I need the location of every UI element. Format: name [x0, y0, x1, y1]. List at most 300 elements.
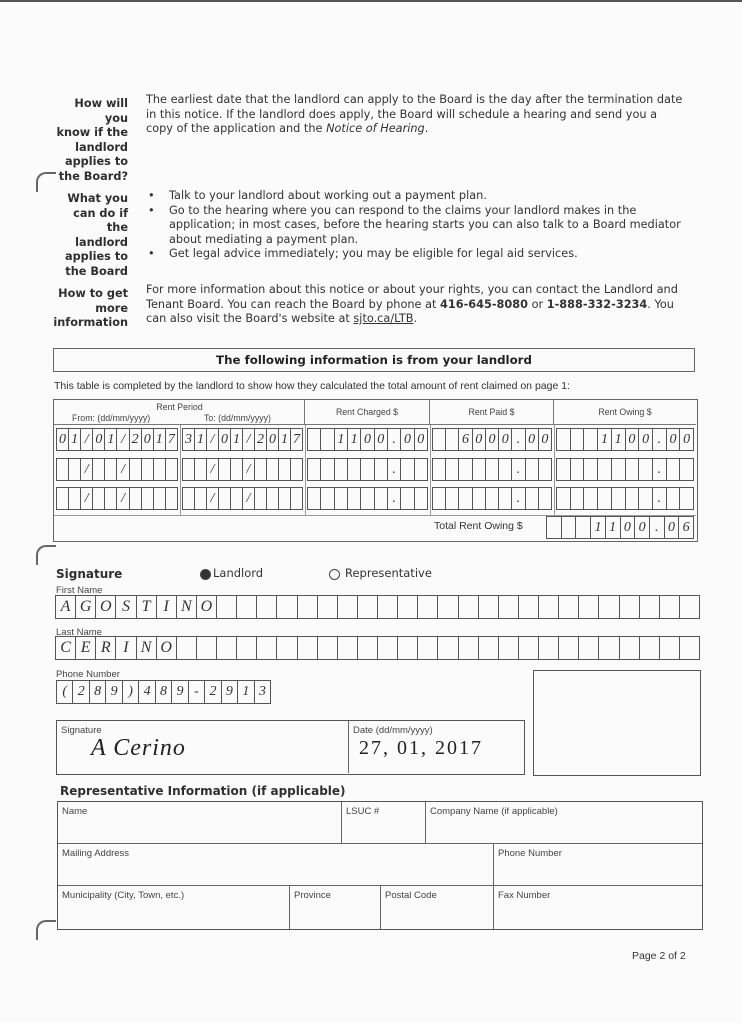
char-box — [418, 637, 438, 659]
char-box — [255, 459, 267, 480]
char-box — [105, 459, 117, 480]
first-name-field[interactable] — [55, 595, 700, 619]
char-box: 3 — [183, 429, 195, 450]
phone-number-field[interactable] — [56, 680, 271, 704]
bullet-item: • Go to the hearing where you can respond to the claims your landlord makes in the application; in most cases, before the hearing starts you can also talk to a Board mediator about mediating a payment plan. — [146, 204, 686, 248]
char-box — [177, 637, 197, 659]
char-box — [69, 459, 81, 480]
char-box — [584, 459, 598, 480]
char-box: . — [388, 459, 401, 480]
char-box — [680, 637, 699, 659]
char-box — [217, 596, 237, 618]
rent-from-date-field[interactable] — [56, 458, 178, 481]
char-box — [231, 459, 243, 480]
char-box — [219, 488, 231, 509]
char-box — [433, 488, 446, 509]
char-box — [579, 596, 599, 618]
rent-owing-field[interactable] — [556, 487, 694, 510]
blank-stamp-box — [533, 670, 701, 776]
char-box: 1 — [154, 429, 166, 450]
char-box: 1 — [606, 517, 621, 538]
char-box — [219, 459, 231, 480]
char-box — [415, 488, 427, 509]
char-box: 1 — [105, 429, 117, 450]
section-text-what-you-can-do — [146, 189, 686, 262]
char-box: 2 — [255, 429, 267, 450]
char-box — [154, 488, 166, 509]
phone-number-label: Phone Number — [56, 669, 120, 680]
section-label-how-to-get-info: How to get more information — [53, 287, 128, 329]
char-box — [459, 596, 479, 618]
char-box — [142, 459, 154, 480]
rent-to-date-field[interactable] — [182, 487, 303, 510]
char-box — [231, 488, 243, 509]
char-box — [298, 637, 318, 659]
char-box — [579, 637, 599, 659]
char-box: . — [512, 459, 525, 480]
char-box — [562, 517, 577, 538]
char-box — [57, 459, 69, 480]
char-box — [142, 488, 154, 509]
char-box — [571, 459, 585, 480]
last-name-field[interactable] — [55, 636, 700, 660]
column-divider — [430, 425, 431, 515]
rent-paid-field[interactable] — [432, 458, 552, 481]
char-box — [195, 488, 207, 509]
char-box — [291, 459, 302, 480]
landlord-info-banner: The following information is from your landlord — [53, 348, 695, 372]
char-box — [660, 637, 680, 659]
char-box — [130, 459, 142, 480]
char-box — [473, 459, 486, 480]
char-box — [599, 596, 619, 618]
char-box — [398, 596, 418, 618]
char-box: G — [76, 596, 96, 618]
char-box: 8 — [90, 681, 106, 703]
char-box: 1 — [612, 429, 626, 450]
char-box — [183, 459, 195, 480]
rent-calculation-table — [53, 399, 698, 542]
char-box — [640, 637, 660, 659]
char-box: I — [116, 637, 136, 659]
char-box — [539, 459, 551, 480]
char-box — [358, 596, 378, 618]
char-box — [486, 459, 499, 480]
char-box: 7 — [167, 432, 175, 447]
char-box — [105, 488, 117, 509]
char-box — [557, 459, 571, 480]
char-box — [667, 459, 681, 480]
char-box: - — [189, 681, 205, 703]
char-box: 0 — [621, 517, 636, 538]
char-box — [499, 637, 519, 659]
char-box — [612, 459, 626, 480]
char-box: 0 — [473, 429, 486, 450]
char-box — [680, 596, 699, 618]
char-box — [433, 429, 446, 450]
char-box: 0 — [375, 429, 388, 450]
char-box — [348, 459, 361, 480]
char-box: 0 — [219, 429, 231, 450]
char-box — [459, 637, 479, 659]
char-box — [446, 488, 459, 509]
char-box: I — [157, 596, 177, 618]
char-box: 0 — [499, 429, 512, 450]
signature-section-title: Signature — [56, 567, 123, 581]
char-box: . — [653, 429, 667, 450]
char-box — [183, 488, 195, 509]
char-box: 0 — [267, 429, 279, 450]
char-box — [318, 637, 338, 659]
rep-lsuc-field[interactable]: LSUC # — [342, 802, 426, 844]
rent-charged-field[interactable] — [307, 487, 428, 510]
rent-charged-header: Rent Charged $ — [305, 400, 430, 425]
char-box: 0 — [526, 429, 539, 450]
char-box: / — [117, 429, 129, 450]
rent-charged-field[interactable] — [307, 428, 428, 451]
char-box — [486, 488, 499, 509]
char-box — [255, 488, 267, 509]
char-box — [335, 459, 348, 480]
char-box: 0 — [142, 429, 154, 450]
char-box — [308, 488, 321, 509]
char-box — [257, 596, 277, 618]
char-box — [576, 517, 591, 538]
char-box — [361, 488, 374, 509]
char-box: 3 — [258, 684, 266, 699]
total-rent-owing-field[interactable] — [546, 516, 694, 539]
section-text-how-will-you-know: The earliest date that the landlord can apply to the Board is the day after the termination date in this notice. If the landlord does apply, the Board will schedule a hearing and send you a copy of the application and the Notice of Hearing. — [146, 93, 683, 135]
signature-field[interactable]: Signature A Cerino — [57, 721, 349, 773]
rent-to-date-field[interactable] — [182, 428, 303, 451]
char-box — [375, 459, 388, 480]
rep-phone-field[interactable]: Phone Number — [494, 844, 702, 886]
char-box — [398, 637, 418, 659]
rent-period-header: Rent Period From: (dd/mm/yyyy) To: (dd/mm/yyyy) — [54, 400, 305, 425]
char-box: 1 — [335, 429, 348, 450]
char-box — [277, 637, 297, 659]
char-box: 0 — [635, 517, 650, 538]
char-box: 0 — [486, 429, 499, 450]
char-box — [237, 637, 257, 659]
char-box — [571, 488, 585, 509]
char-box — [459, 459, 472, 480]
char-box: 7 — [293, 432, 300, 447]
char-box — [257, 637, 277, 659]
char-box — [154, 459, 166, 480]
rep-province-field[interactable]: Province — [290, 886, 381, 929]
char-box: . — [653, 459, 667, 480]
char-box — [401, 459, 414, 480]
char-box — [539, 637, 559, 659]
char-box — [519, 637, 539, 659]
date-field[interactable]: Date (dd/mm/yyyy) 27, 01, 2017 — [353, 725, 483, 759]
char-box: . — [512, 488, 525, 509]
char-box: 9 — [222, 681, 238, 703]
char-box — [93, 488, 105, 509]
total-rent-owing-label: Total Rent Owing $ — [434, 520, 523, 532]
char-box: N — [177, 596, 197, 618]
char-box — [291, 488, 302, 509]
char-box — [660, 596, 680, 618]
char-box — [584, 429, 598, 450]
char-box — [626, 459, 640, 480]
char-box — [279, 459, 291, 480]
char-box: / — [207, 488, 219, 509]
char-box: 1 — [279, 429, 291, 450]
char-box: 8 — [156, 681, 172, 703]
char-box: 1 — [598, 429, 612, 450]
char-box: 1 — [348, 429, 361, 450]
char-box — [499, 596, 519, 618]
rent-charged-field[interactable] — [307, 458, 428, 481]
rep-name-field[interactable]: Name — [58, 802, 342, 844]
char-box: 1 — [195, 429, 207, 450]
char-box: . — [388, 488, 401, 509]
char-box — [547, 517, 562, 538]
punch-hole-mark — [36, 920, 56, 940]
char-box — [321, 429, 334, 450]
char-box: 1 — [231, 429, 243, 450]
column-divider — [554, 425, 555, 515]
char-box: 9 — [172, 681, 188, 703]
board-website-link[interactable]: sjto.ca/LTB — [353, 312, 414, 325]
char-box: 0 — [401, 429, 414, 450]
rep-address-field[interactable]: Mailing Address — [58, 844, 494, 886]
char-box — [267, 488, 279, 509]
rep-postal-code-field[interactable]: Postal Code — [381, 886, 494, 929]
char-box: 1 — [238, 681, 254, 703]
char-box — [338, 637, 358, 659]
char-box — [93, 459, 105, 480]
char-box: O — [197, 596, 217, 618]
char-box — [378, 637, 398, 659]
char-box — [321, 488, 334, 509]
char-box: / — [243, 459, 255, 480]
section-label-how-will-you-know: How will you know if the landlord applies to the Board? — [56, 97, 128, 183]
char-box — [130, 488, 142, 509]
char-box: S — [116, 596, 136, 618]
rent-paid-field[interactable] — [432, 487, 552, 510]
char-box — [499, 459, 512, 480]
representative-info-table — [57, 801, 703, 930]
char-box: . — [650, 517, 665, 538]
rent-owing-header: Rent Owing $ — [554, 400, 696, 425]
char-box: / — [81, 459, 93, 480]
char-box: 0 — [667, 429, 681, 450]
char-box: . — [653, 488, 667, 509]
signature-date-box — [56, 720, 525, 775]
char-box — [519, 596, 539, 618]
char-box: 0 — [639, 429, 653, 450]
representative-radio[interactable] — [329, 569, 340, 580]
char-box: / — [117, 459, 129, 480]
char-box — [298, 596, 318, 618]
char-box — [69, 488, 81, 509]
char-box — [166, 488, 177, 509]
handwritten-date: 27, 01, 2017 — [359, 737, 483, 759]
char-box — [620, 596, 640, 618]
section-text-how-to-get-info: For more information about this notice or about your rights, you can contact the Landlord and Tenant Board. You can reach the Board by phone at 416-645-8080 or 1-888-332-3234. You can also visit the Board's website at sjto.ca/LTB. — [146, 283, 678, 325]
landlord-radio-label: Landlord — [213, 566, 264, 580]
char-box — [361, 459, 374, 480]
rent-owing-field[interactable] — [556, 458, 694, 481]
char-box: C — [56, 637, 76, 659]
char-box — [418, 596, 438, 618]
rep-municipality-field[interactable]: Municipality (City, Town, etc.) — [58, 886, 290, 929]
char-box — [559, 596, 579, 618]
punch-hole-mark — [36, 545, 56, 565]
char-box: 9 — [106, 681, 122, 703]
rent-paid-field[interactable] — [432, 428, 552, 451]
handwritten-signature: A Cerino — [91, 735, 186, 761]
char-box — [639, 459, 653, 480]
char-box: O — [157, 637, 177, 659]
char-box: E — [76, 637, 96, 659]
char-box — [375, 488, 388, 509]
char-box — [446, 459, 459, 480]
rent-from-date-field[interactable] — [56, 428, 178, 451]
char-box — [559, 637, 579, 659]
char-box: 0 — [57, 429, 69, 450]
char-box — [620, 637, 640, 659]
char-box — [479, 596, 499, 618]
char-box: T — [137, 596, 157, 618]
char-box — [557, 488, 571, 509]
rent-paid-header: Rent Paid $ — [430, 400, 554, 425]
char-box: 6 — [459, 429, 472, 450]
char-box: / — [243, 488, 255, 509]
char-box — [598, 459, 612, 480]
char-box — [526, 459, 539, 480]
char-box: ( — [57, 681, 73, 703]
char-box: 0 — [683, 432, 691, 447]
char-box — [277, 596, 297, 618]
char-box — [626, 488, 640, 509]
char-box: / — [81, 429, 93, 450]
char-box — [267, 459, 279, 480]
char-box — [358, 637, 378, 659]
char-box: / — [81, 488, 93, 509]
char-box — [401, 488, 414, 509]
char-box — [612, 488, 626, 509]
page-number: Page 2 of 2 — [632, 950, 686, 962]
rent-to-date-field[interactable] — [182, 458, 303, 481]
char-box — [335, 488, 348, 509]
representative-section-title: Representative Information (if applicable) — [60, 784, 346, 798]
column-divider — [180, 425, 181, 515]
bullet-item: • Get legal advice immediately; you may be eligible for legal aid services. — [146, 247, 686, 262]
char-box — [433, 459, 446, 480]
board-phone-tollfree: 1-888-332-3234 — [546, 297, 648, 311]
landlord-radio[interactable] — [200, 569, 211, 580]
char-box — [584, 488, 598, 509]
char-box — [680, 459, 693, 480]
char-box — [639, 488, 653, 509]
char-box — [197, 637, 217, 659]
char-box: 0 — [93, 429, 105, 450]
char-box — [338, 596, 358, 618]
char-box: 0 — [361, 429, 374, 450]
char-box: A — [56, 596, 76, 618]
last-name-label: Last Name — [56, 627, 102, 638]
char-box: 4 — [139, 681, 155, 703]
bullet-item: • Talk to your landlord about working out a payment plan. — [146, 189, 686, 204]
char-box — [308, 459, 321, 480]
char-box — [57, 488, 69, 509]
char-box: . — [388, 429, 401, 450]
char-box — [479, 637, 499, 659]
char-box: 2 — [73, 681, 89, 703]
char-box — [557, 429, 571, 450]
char-box: / — [117, 488, 129, 509]
char-box — [459, 488, 472, 509]
char-box — [539, 596, 559, 618]
char-box: 1 — [591, 517, 606, 538]
char-box — [237, 596, 257, 618]
char-box — [217, 637, 237, 659]
section-label-what-you-can-do: What you can do if the landlord applies to the Board — [64, 192, 128, 278]
representative-radio-label: Representative — [345, 566, 432, 580]
char-box — [539, 488, 551, 509]
char-box — [667, 488, 681, 509]
char-box: O — [96, 596, 116, 618]
rep-company-field[interactable]: Company Name (if applicable) — [426, 802, 702, 844]
char-box: N — [137, 637, 157, 659]
char-box: / — [243, 429, 255, 450]
char-box — [571, 429, 585, 450]
rent-table-caption: This table is completed by the landlord to show how they calculated the total amount of rent claimed on page 1: — [54, 380, 570, 392]
char-box: 0 — [541, 432, 549, 447]
char-box — [438, 596, 458, 618]
char-box — [318, 596, 338, 618]
char-box — [438, 637, 458, 659]
column-divider — [305, 425, 306, 515]
char-box — [473, 488, 486, 509]
char-box — [526, 488, 539, 509]
char-box: 1 — [69, 429, 81, 450]
char-box — [680, 488, 693, 509]
char-box — [308, 429, 321, 450]
char-box: / — [207, 459, 219, 480]
char-box: 0 — [417, 432, 425, 447]
char-box: 0 — [665, 517, 680, 538]
scan-top-edge — [0, 0, 742, 2]
char-box: R — [96, 637, 116, 659]
char-box — [499, 488, 512, 509]
board-phone-local: 416-645-8080 — [440, 297, 528, 311]
char-box — [640, 596, 660, 618]
char-box — [321, 459, 334, 480]
char-box: 2 — [130, 429, 142, 450]
char-box: 2 — [205, 681, 221, 703]
char-box — [279, 488, 291, 509]
char-box — [446, 429, 459, 450]
char-box — [415, 459, 427, 480]
rent-from-date-field[interactable] — [56, 487, 178, 510]
char-box — [195, 459, 207, 480]
char-box — [348, 488, 361, 509]
char-box: 0 — [626, 429, 640, 450]
first-name-label: First Name — [56, 585, 103, 596]
char-box — [598, 488, 612, 509]
char-box — [166, 459, 177, 480]
rent-owing-field[interactable] — [556, 428, 694, 451]
char-box — [599, 637, 619, 659]
char-box — [378, 596, 398, 618]
char-box: / — [207, 429, 219, 450]
rep-fax-field[interactable]: Fax Number — [498, 890, 551, 901]
